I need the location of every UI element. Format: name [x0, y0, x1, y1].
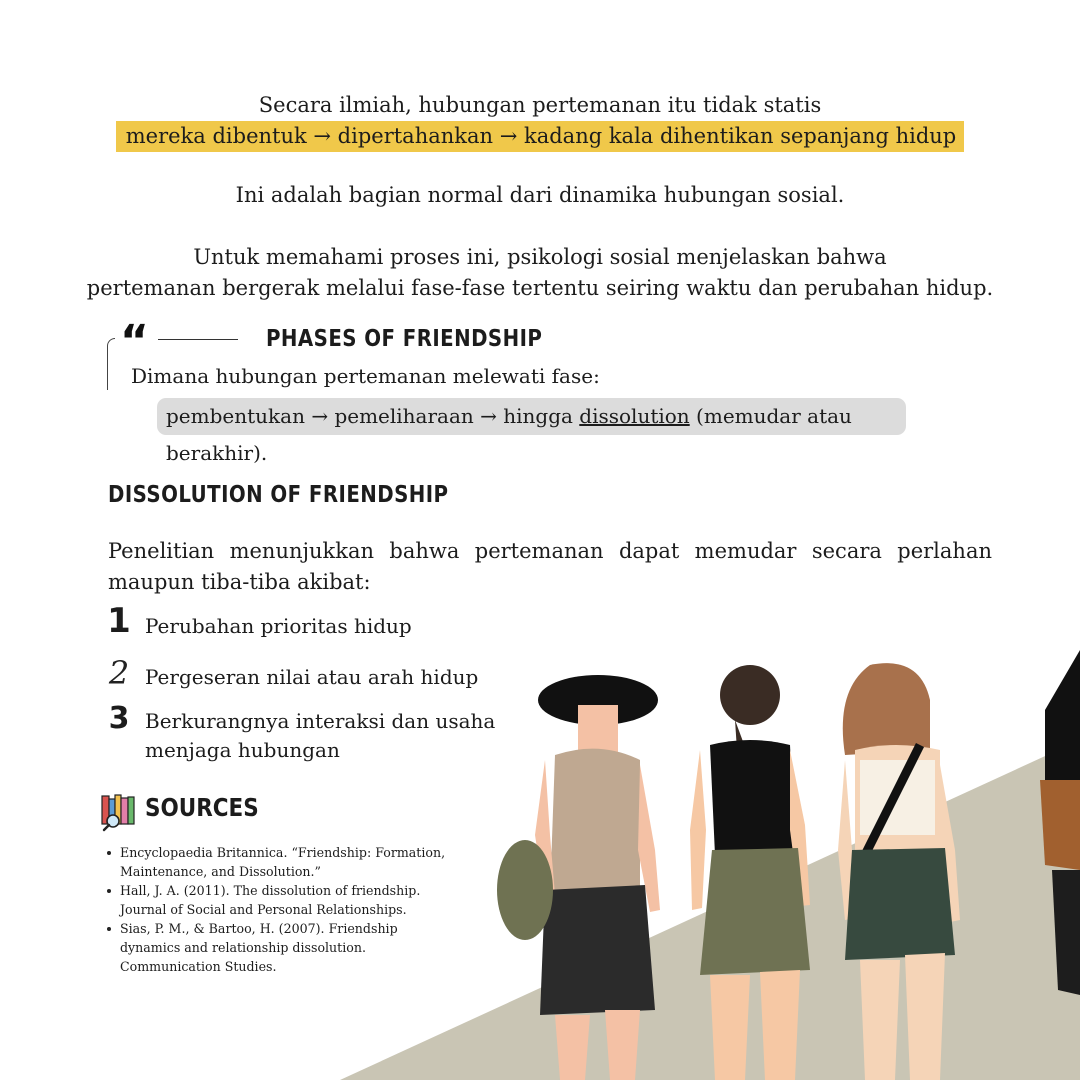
- phases-pill-suffix: (memudar atau berakhir).: [166, 404, 852, 465]
- quote-bracket-decoration: [107, 338, 115, 390]
- dissolution-body: Penelitian menunjukkan bahwa pertemanan dapat memudar secara perlahan maupun tiba-tiba akibat:: [108, 539, 992, 594]
- books-magnifier-icon: [99, 792, 139, 832]
- list-item-text: Perubahan prioritas hidup: [145, 614, 412, 638]
- phases-description: Dimana hubungan pertemanan melewati fase:: [131, 364, 600, 388]
- intro-paragraph: [0, 242, 1080, 304]
- intro-highlight: mereka dibentuk → dipertahankan → kadang kala dihentikan sepanjang hidup: [116, 121, 965, 152]
- phases-pill: [157, 398, 906, 465]
- friends-walking-illustration: [340, 650, 1080, 1080]
- number-1-icon: 1: [107, 601, 131, 641]
- intro-line-5: pertemanan bergerak melalui fase-fase tertentu seiring waktu dan perubahan hidup.: [86, 276, 994, 300]
- dissolution-title: DISSOLUTION OF FRIENDSHIP: [108, 482, 449, 508]
- dissolution-term: dissolution: [579, 404, 690, 428]
- phases-title: PHASES OF FRIENDSHIP: [266, 326, 543, 352]
- list-item-text: Pergeseran nilai atau arah hidup: [145, 665, 479, 689]
- sources-title: SOURCES: [145, 793, 259, 822]
- source-item: Encyclopaedia Britannica. “Friendship: Formation, Maintenance, and Dissolution.”: [120, 843, 460, 881]
- source-item: Hall, J. A. (2011). The dissolution of friendship. Journal of Social and Personal Relationships.: [120, 881, 460, 919]
- list-item-text-line-2: menjaga hubungan: [145, 738, 340, 762]
- intro-line-3: Ini adalah bagian normal dari dinamika hubungan sosial.: [235, 183, 845, 207]
- quote-divider: [158, 339, 238, 340]
- intro-line-1: Secara ilmiah, hubungan pertemanan itu tidak statis: [258, 93, 822, 117]
- quote-mark-icon: “: [120, 316, 149, 367]
- intro-line-4: Untuk memahami proses ini, psikologi sosial menjelaskan bahwa: [193, 245, 887, 269]
- number-2-icon: 2: [108, 654, 130, 692]
- list-item-text-line-1: Berkurangnya interaksi dan usaha: [145, 709, 496, 733]
- number-3-icon: 3: [108, 701, 130, 736]
- phases-pill-text: pembentukan → pemeliharaan → hingga: [166, 404, 580, 428]
- source-item: Sias, P. M., & Bartoo, H. (2007). Friendship dynamics and relationship dissolution. Communication Studies.: [120, 919, 460, 976]
- intro-block: [0, 90, 1080, 152]
